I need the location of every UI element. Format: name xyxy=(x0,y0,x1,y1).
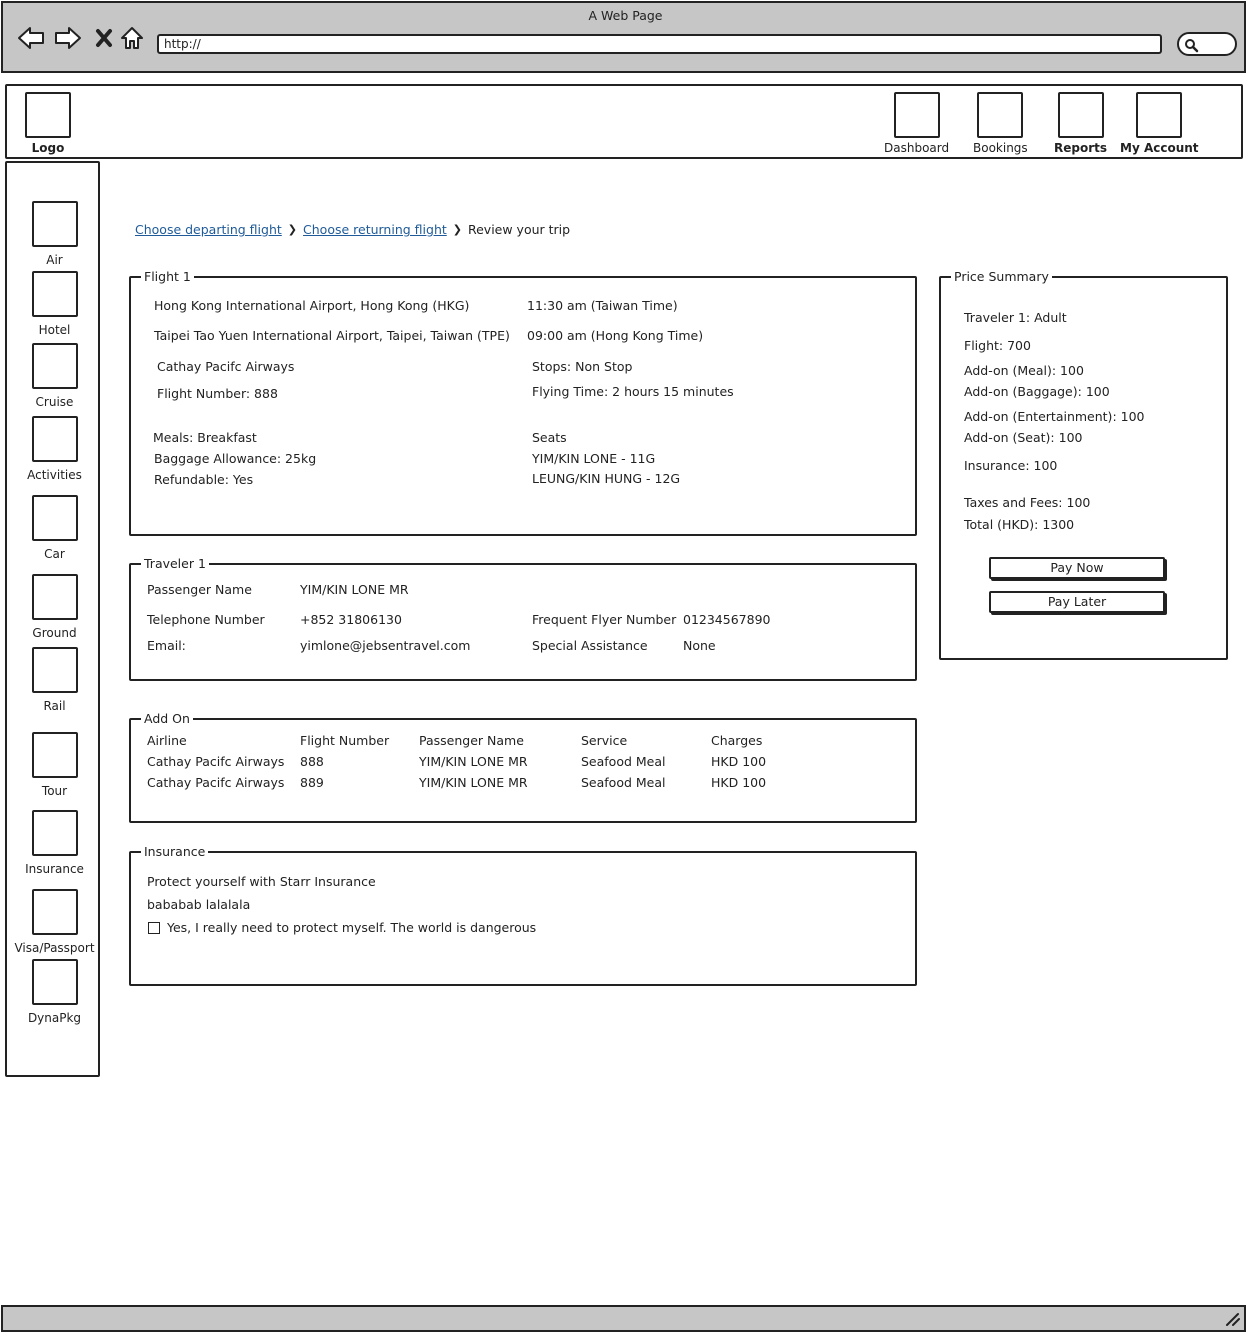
nav-my-account-label: My Account xyxy=(1120,141,1199,155)
price-total: Total (HKD): 1300 xyxy=(964,517,1075,532)
price-addon-meal: Add-on (Meal): 100 xyxy=(964,363,1084,378)
sidebar-item-car[interactable] xyxy=(7,495,102,561)
insurance-legend: Insurance xyxy=(141,844,208,859)
email-label: Email: xyxy=(147,638,186,653)
chevron-right-icon: ❯ xyxy=(452,223,462,236)
pay-now-button[interactable]: Pay Now xyxy=(989,557,1165,579)
rail-icon xyxy=(32,647,78,693)
insurance-line-1: Protect yourself with Starr Insurance xyxy=(147,874,376,889)
flight-refundable: Refundable: Yes xyxy=(154,472,254,487)
addon-row-1-charges: HKD 100 xyxy=(711,754,767,769)
sidebar-item-label: Insurance xyxy=(25,862,84,876)
nav-reports[interactable] xyxy=(1054,92,1107,155)
addon-row-2-flight-number: 889 xyxy=(300,775,324,790)
traveler-legend: Traveler 1 xyxy=(141,556,209,571)
flight-seats-label: Seats xyxy=(532,430,567,445)
sidebar-item-rail[interactable] xyxy=(7,647,102,713)
special-assistance-value: None xyxy=(683,638,716,653)
insurance-checkbox-label[interactable]: Yes, I really need to protect myself. The world is dangerous xyxy=(167,920,537,935)
telephone-value: +852 31806130 xyxy=(300,612,402,627)
passenger-name-value: YIM/KIN LONE MR xyxy=(300,582,409,597)
insurance-icon xyxy=(32,810,78,856)
sidebar-item-label: Hotel xyxy=(38,323,71,337)
addon-row-2-airline: Cathay Pacifc Airways xyxy=(147,775,285,790)
logo-label: Logo xyxy=(31,141,65,155)
addon-legend: Add On xyxy=(141,711,193,726)
sidebar-item-label: DynaPkg xyxy=(27,1011,82,1025)
nav-my-account[interactable] xyxy=(1120,92,1199,155)
telephone-label: Telephone Number xyxy=(147,612,265,627)
pay-later-button[interactable]: Pay Later xyxy=(989,591,1165,613)
stop-x-icon[interactable] xyxy=(89,23,119,53)
sidebar xyxy=(5,161,100,1077)
flight-legend: Flight 1 xyxy=(141,269,194,284)
nav-dashboard-label: Dashboard xyxy=(884,141,950,155)
flight-origin: Hong Kong International Airport, Hong Kong (HKG) xyxy=(154,298,470,313)
flight-seat-1: YIM/KIN LONE - 11G xyxy=(532,451,656,466)
breadcrumb xyxy=(135,222,570,237)
chevron-right-icon: ❯ xyxy=(287,223,298,236)
air-icon xyxy=(32,201,78,247)
frequent-flyer-value: 01234567890 xyxy=(683,612,771,627)
activities-icon xyxy=(32,416,78,462)
flight-baggage: Baggage Allowance: 25kg xyxy=(154,451,317,466)
insurance-line-2: bababab lalalala xyxy=(147,897,251,912)
sidebar-item-label: Car xyxy=(44,547,65,561)
breadcrumb-choose-departing-flight[interactable]: Choose departing flight xyxy=(135,222,282,237)
flight-meals: Meals: Breakfast xyxy=(153,430,257,445)
my-account-icon xyxy=(1136,92,1182,138)
browser-chrome xyxy=(1,1,1246,73)
sidebar-item-cruise[interactable] xyxy=(7,343,102,409)
insurance-panel xyxy=(129,844,917,986)
addon-header-charges: Charges xyxy=(711,733,763,748)
flight-number: Flight Number: 888 xyxy=(157,386,278,401)
nav-bookings-label: Bookings xyxy=(973,141,1028,155)
nav-bookings[interactable] xyxy=(973,92,1028,155)
price-taxes: Taxes and Fees: 100 xyxy=(964,495,1091,510)
flight-arrive-time: 09:00 am (Hong Kong Time) xyxy=(527,328,704,343)
addon-row-1-airline: Cathay Pacifc Airways xyxy=(147,754,285,769)
search-field[interactable] xyxy=(1177,32,1237,56)
visa-passport-icon xyxy=(32,889,78,935)
price-traveler: Traveler 1: Adult xyxy=(964,310,1067,325)
price-addon-baggage: Add-on (Baggage): 100 xyxy=(964,384,1110,399)
ground-icon xyxy=(32,574,78,620)
addon-header-service: Service xyxy=(581,733,628,748)
back-arrow-icon[interactable] xyxy=(16,23,46,53)
forward-arrow-icon[interactable] xyxy=(53,23,83,53)
resize-grip-icon[interactable] xyxy=(1224,1312,1240,1326)
window-title: A Web Page xyxy=(588,8,663,23)
sidebar-item-label: Visa/Passport xyxy=(14,941,95,955)
dashboard-icon xyxy=(894,92,940,138)
email-value: yimlone@jebsentravel.com xyxy=(300,638,471,653)
sidebar-item-label: Cruise xyxy=(35,395,74,409)
tour-icon xyxy=(32,732,78,778)
price-addon-entertainment: Add-on (Entertainment): 100 xyxy=(964,409,1145,424)
addon-header-flight-number: Flight Number xyxy=(300,733,390,748)
sidebar-item-label: Rail xyxy=(43,699,66,713)
price-summary-panel xyxy=(939,269,1228,660)
logo[interactable] xyxy=(25,92,71,155)
search-icon xyxy=(1183,37,1199,53)
sidebar-item-visa-passport[interactable] xyxy=(7,889,102,955)
price-addon-seat: Add-on (Seat): 100 xyxy=(964,430,1083,445)
flight-panel xyxy=(129,269,917,536)
flight-depart-time: 11:30 am (Taiwan Time) xyxy=(527,298,678,313)
breadcrumb-current: Review your trip xyxy=(467,222,571,237)
car-icon xyxy=(32,495,78,541)
bookings-icon xyxy=(977,92,1023,138)
addon-header-passenger-name: Passenger Name xyxy=(419,733,524,748)
addon-row-1-passenger: YIM/KIN LONE MR xyxy=(419,754,528,769)
browser-status-bar xyxy=(1,1305,1246,1332)
sidebar-item-ground[interactable] xyxy=(7,574,102,640)
sidebar-item-dynapkg[interactable] xyxy=(7,959,102,1025)
reports-icon xyxy=(1058,92,1104,138)
addon-panel xyxy=(129,711,917,823)
sidebar-item-label: Activities xyxy=(27,468,82,482)
sidebar-item-label: Ground xyxy=(32,626,77,640)
traveler-panel xyxy=(129,556,917,681)
flight-flying-time: Flying Time: 2 hours 15 minutes xyxy=(532,384,734,399)
flight-airline: Cathay Pacifc Airways xyxy=(157,359,295,374)
hotel-icon xyxy=(32,271,78,317)
sidebar-item-insurance[interactable] xyxy=(7,810,102,876)
price-flight: Flight: 700 xyxy=(964,338,1031,353)
url-input[interactable]: http:// xyxy=(157,34,1162,54)
price-summary-legend: Price Summary xyxy=(951,269,1052,284)
special-assistance-label: Special Assistance xyxy=(532,638,648,653)
sidebar-item-hotel[interactable] xyxy=(7,271,102,337)
sidebar-item-label: Air xyxy=(46,253,63,267)
logo-image-icon xyxy=(25,92,71,138)
addon-header-airline: Airline xyxy=(147,733,187,748)
addon-row-2-passenger: YIM/KIN LONE MR xyxy=(419,775,528,790)
dynapkg-icon xyxy=(32,959,78,1005)
nav-reports-label: Reports xyxy=(1054,141,1108,155)
addon-row-1-service: Seafood Meal xyxy=(581,754,666,769)
sidebar-item-activities[interactable] xyxy=(7,416,102,482)
home-icon[interactable] xyxy=(117,23,147,53)
flight-stops: Stops: Non Stop xyxy=(532,359,633,374)
frequent-flyer-label: Frequent Flyer Number xyxy=(532,612,677,627)
addon-row-2-service: Seafood Meal xyxy=(581,775,666,790)
sidebar-item-air[interactable] xyxy=(7,201,102,267)
breadcrumb-choose-returning-flight[interactable]: Choose returning flight xyxy=(303,222,447,237)
app-header xyxy=(5,84,1243,159)
cruise-icon xyxy=(32,343,78,389)
nav-dashboard[interactable] xyxy=(884,92,949,155)
price-insurance: Insurance: 100 xyxy=(964,458,1058,473)
passenger-name-label: Passenger Name xyxy=(147,582,252,597)
insurance-checkbox[interactable] xyxy=(148,922,160,934)
addon-row-2-charges: HKD 100 xyxy=(711,775,767,790)
sidebar-item-label: Tour xyxy=(41,784,68,798)
flight-destination: Taipei Tao Yuen International Airport, Taipei, Taiwan (TPE) xyxy=(154,328,510,343)
sidebar-item-tour[interactable] xyxy=(7,732,102,798)
flight-seat-2: LEUNG/KIN HUNG - 12G xyxy=(532,471,681,486)
addon-row-1-flight-number: 888 xyxy=(300,754,324,769)
